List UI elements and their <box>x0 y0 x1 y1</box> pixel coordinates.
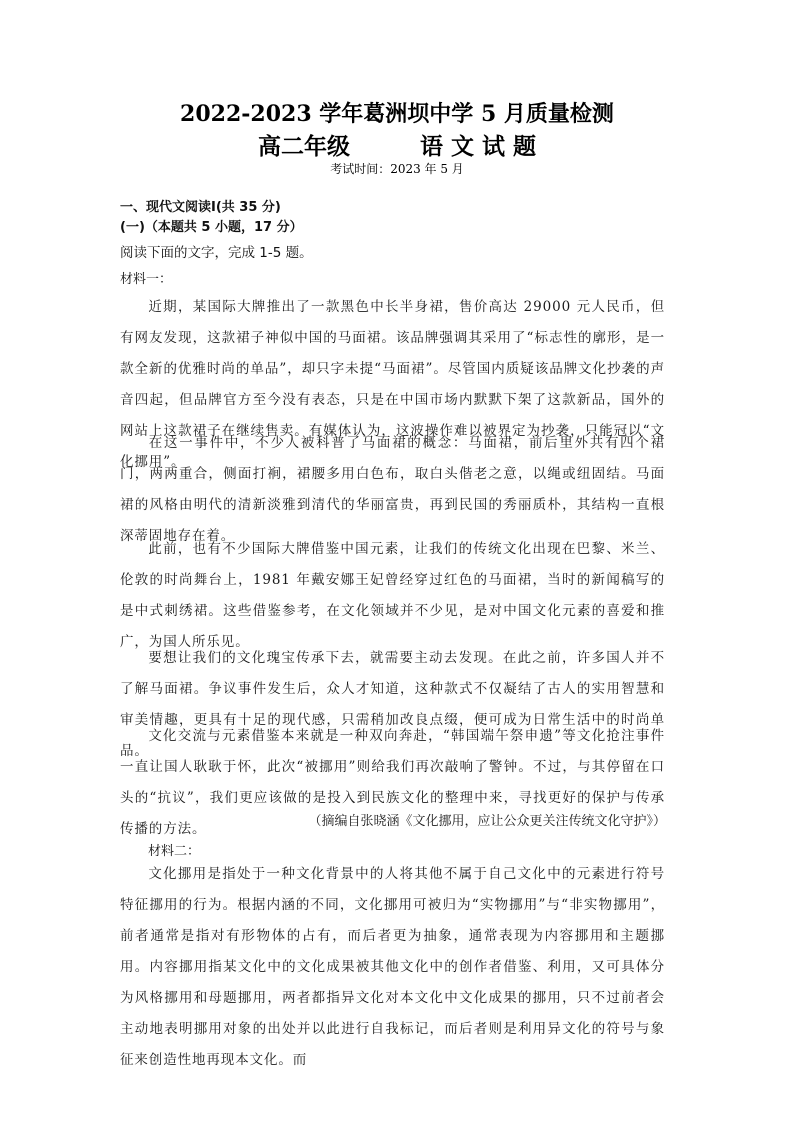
material1-paragraph: 文化交流与元素借鉴本来就是一种双向奔赴，“韩国端午祭申遗”等文化抢注事件一直让国人耿耿于怀，此次“被挪用”则给我们再次敲响了警钟。不过，与其停留在口头的“抗议”，我们更应该做的是投入到民族文化的整理中来，寻找更好的保护与传承传播的方法。 <box>120 728 665 837</box>
exam-title: 2022-2023 学年葛洲坝中学 5 月质量检测 <box>180 101 614 127</box>
instruction-text: 阅读下面的文字，完成 1-5 题。 <box>120 245 313 261</box>
section-heading: 一、现代文阅读Ⅰ(共 35 分) <box>120 200 281 215</box>
grade-label: 高二年级 <box>257 133 350 160</box>
material1-source: （摘编自张晓涵《文化挪用，应让公众更关注传统文化守护》） <box>308 814 666 829</box>
material1-paragraph: 此前，也有不少国际大牌借鉴中国元素，让我们的传统文化出现在巴黎、米兰、伦敦的时尚舞台上，1981 年戴安娜王妃曾经穿过红色的马面裙，当时的新闻稿写的是中式刺绣裙。这些借鉴参考，在文化领域并不少见，是对中国文化元素的喜爱和推广，为国人所乐见。 <box>120 541 665 650</box>
exam-time: 考试时间：2023 年 5 月 <box>330 162 464 176</box>
grade-subject-title <box>0 128 794 161</box>
material2-label: 材料二： <box>148 844 201 859</box>
material1-label: 材料一： <box>120 272 173 287</box>
material2-paragraph: 文化挪用是指处于一种文化背景中的人将其他不属于自己文化中的元素进行符号特征挪用的行为。根据内涵的不同，文化挪用可被归为“实物挪用”与“非实物挪用”，前者通常是指对有形物体的占有，而后者更为抽象，通常表现为内容挪用和主题挪用。内容挪用指某文化中的文化成果被其他文化中的创作者借鉴、利用，又可具体分为风格挪用和母题挪用，两者都指异文化对本文化中文化成果的挪用，只不过前者会主动地表明挪用对象的出处并以此进行自我标记，而后者则是利用异文化的符号与象征来创造性地再现本文化。而 <box>120 866 665 1068</box>
sub-section-heading: (一)（本题共 5 小题，17 分） <box>120 220 303 235</box>
subject-label: 语 文 试 题 <box>419 133 537 160</box>
material1-paragraph: 近期，某国际大牌推出了一款黑色中长半身裙，售价高达 29000 元人民币，但有网友发现，这款裙子神似中国的马面裙。该品牌强调其采用了“标志性的廓形，是一款全新的优雅时尚的单品”，却只字未提“马面裙”。尽管国内质疑该品牌文化抄袭的声音四起，但品牌官方至今没有表态，只是在中国市场内默默下架了这款新品，国外的网站上这款裙子在继续售卖。有媒体认为，这波操作难以被界定为抄袭，只能冠以“文化挪用”。 <box>120 299 665 470</box>
material1-paragraph: 要想让我们的文化瑰宝传承下去，就需要主动去发现。在此之前，许多国人并不了解马面裙。争议事件发生后，众人才知道，这种款式不仅凝结了古人的实用智慧和审美情趣，更具有十足的现代感，只需稍加改良点缀，便可成为日常生活中的时尚单品。 <box>120 650 665 759</box>
material1-paragraph: 在这一事件中，不少人被科普了马面裙的概念：马面裙，前后里外共有四个裙门，两两重合，侧面打裥，裙腰多用白色布，取白头偕老之意，以绳或纽固结。马面裙的风格由明代的清新淡雅到清代的华丽富贵，再到民国的秀丽质朴，其结构一直根深蒂固地存在着。 <box>120 435 665 544</box>
